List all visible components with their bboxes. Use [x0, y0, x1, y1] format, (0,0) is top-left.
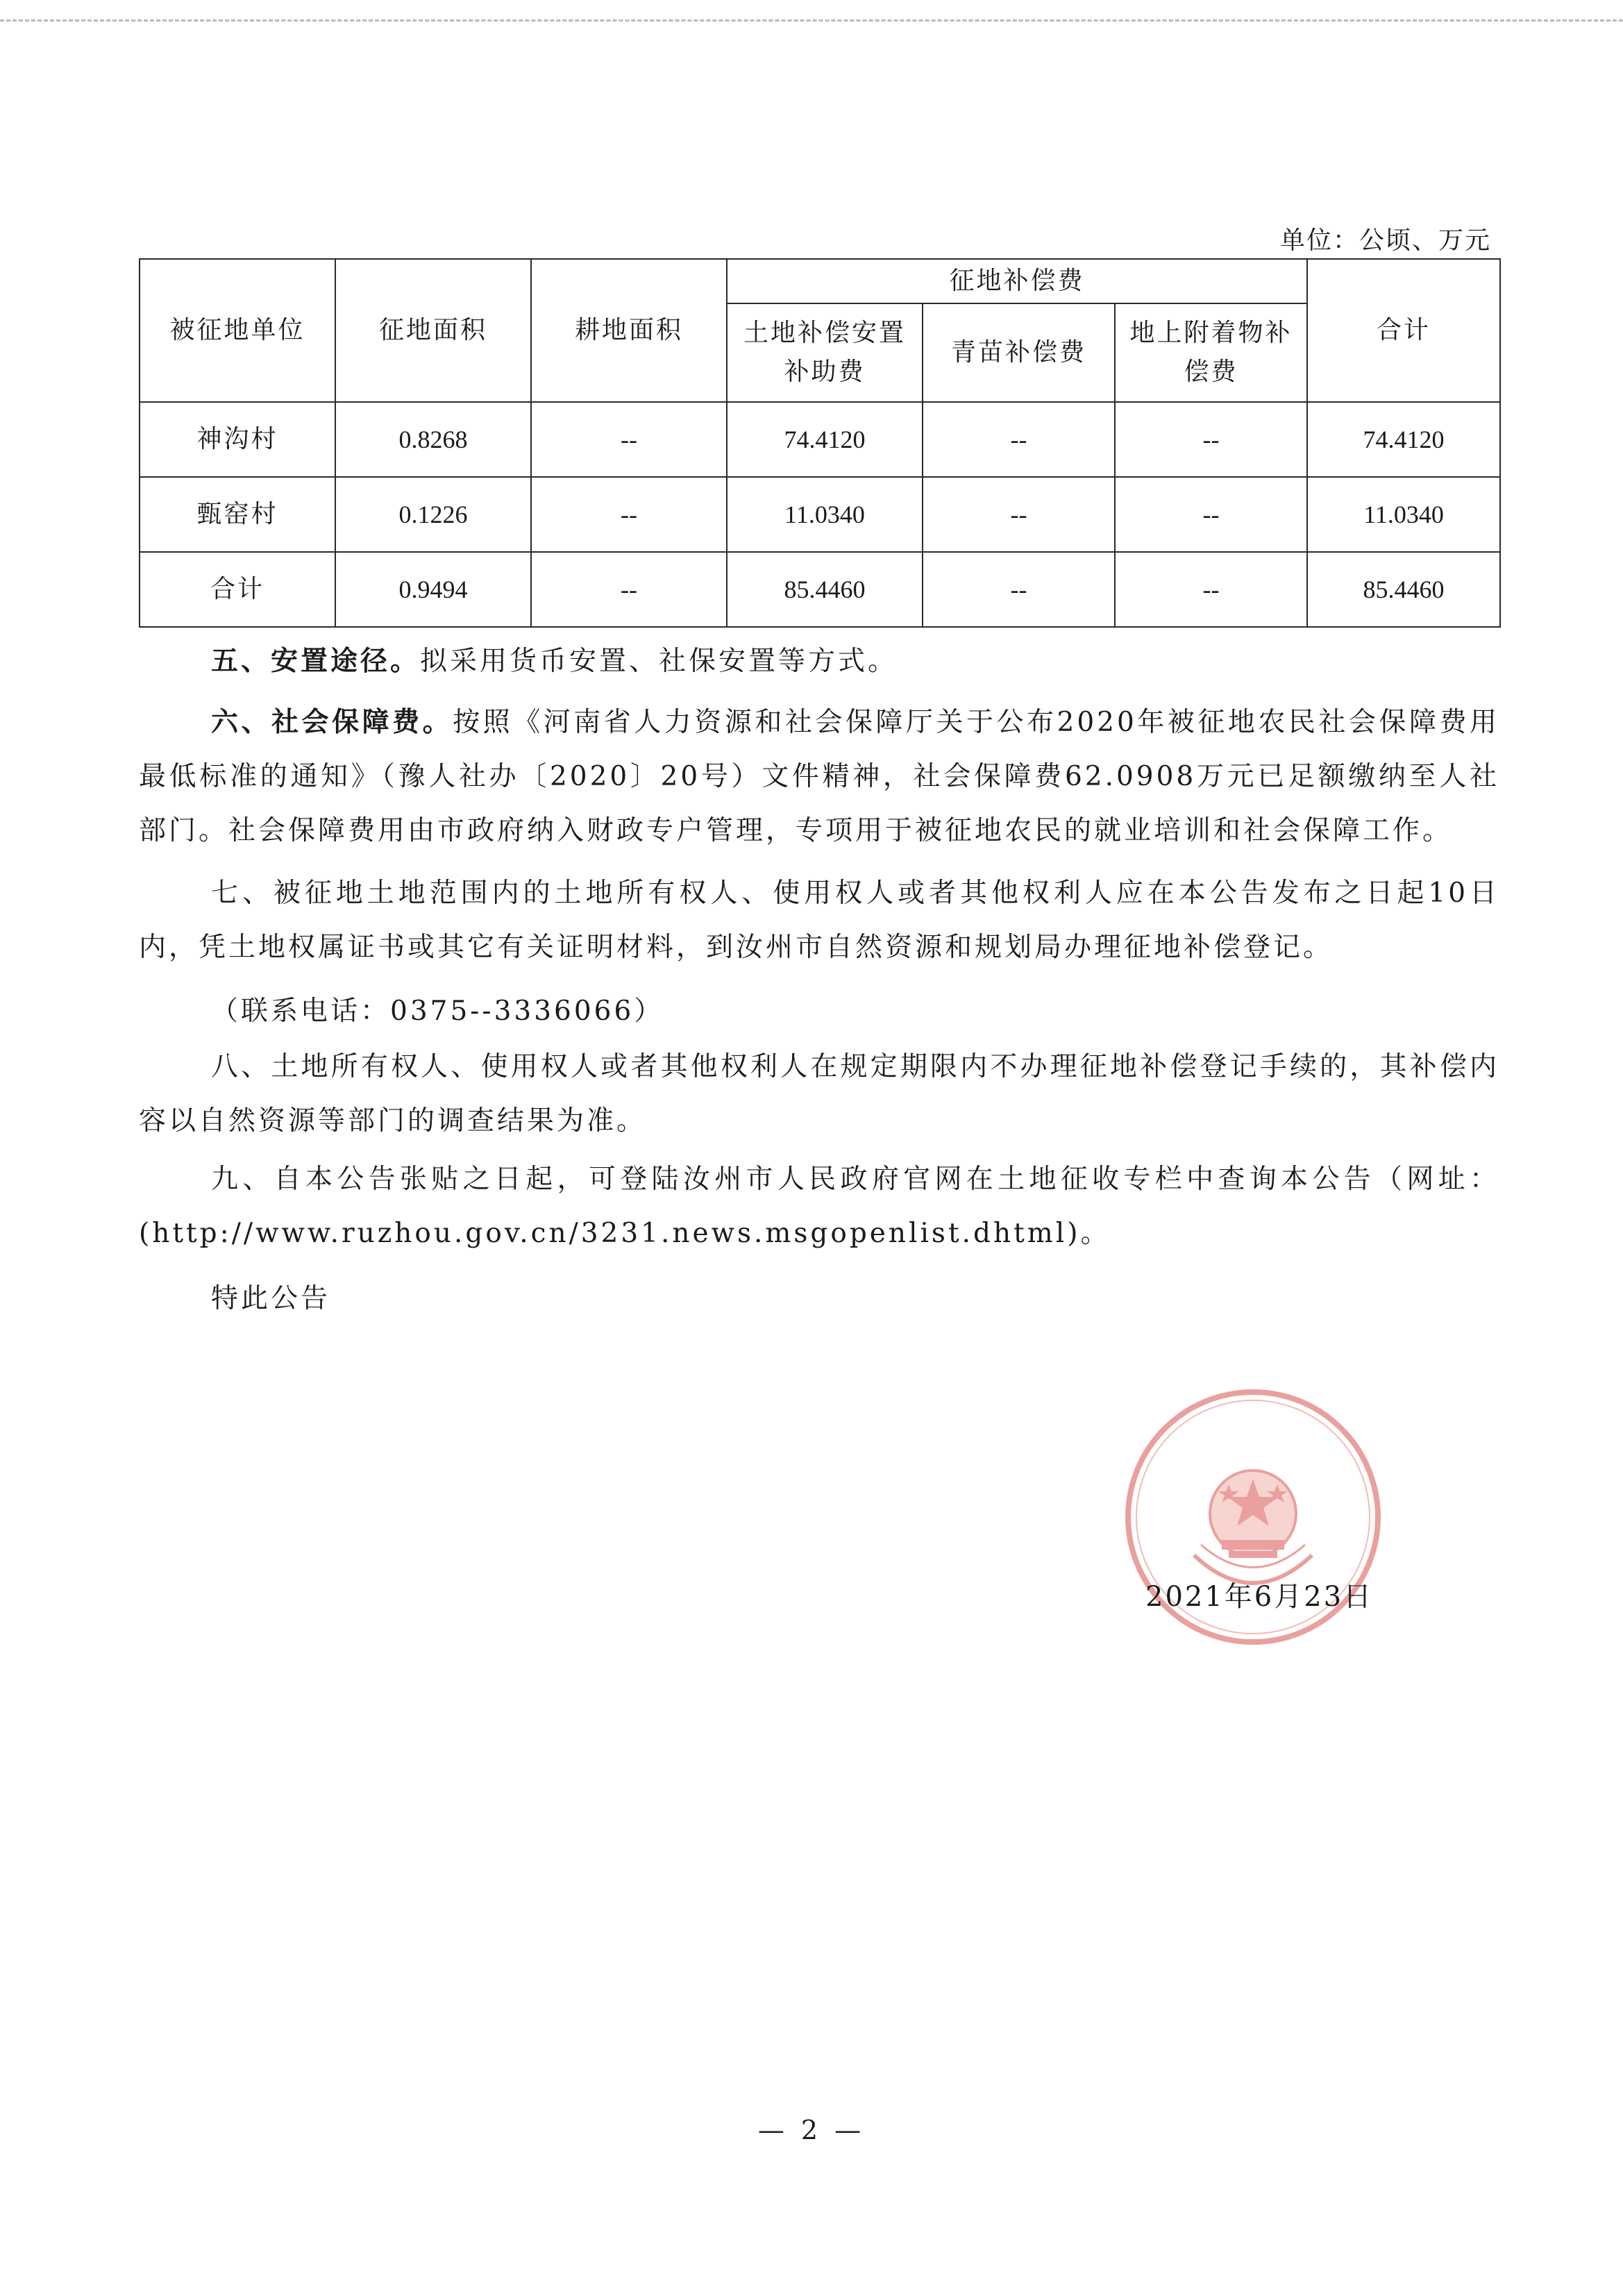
table-row [140, 402, 1500, 477]
issue-date: 2021年6月23日 [1145, 1581, 1374, 1613]
cell-total: 11.0340 [1307, 477, 1500, 552]
header-crops: 青苗补偿费 [923, 303, 1115, 402]
section-7: 七、被征地土地范围内的土地所有权人、使用权人或者其他权利人应在本公告发布之日起10日内，凭土地权属证书或其它有关证明材料，到汝州市自然资源和规划局办理征地补偿登记。 [139, 878, 1499, 963]
cell-total: 85.4460 [1307, 552, 1500, 627]
header-attachments: 地上附着物补偿费 [1115, 303, 1307, 402]
header-land-comp: 土地补偿安置补助费 [727, 303, 923, 402]
cell-unit: 合计 [140, 552, 335, 627]
cell-farmland: -- [531, 552, 727, 627]
table-header-row [140, 259, 1500, 303]
header-area: 征地面积 [335, 259, 531, 402]
cell-land-comp: 11.0340 [727, 477, 923, 552]
cell-area: 0.1226 [335, 477, 531, 552]
section-5 [139, 635, 1499, 689]
scan-edge-line [0, 19, 1623, 22]
closing-text: 特此公告 [211, 1283, 331, 1314]
cell-attachments: -- [1115, 477, 1307, 552]
cell-land-comp: 74.4120 [727, 402, 923, 477]
section-9: 九、自本公告张贴之日起，可登陆汝州市人民政府官网在土地征收专栏中查询本公告（网址：(http://www.ruzhou.gov.cn/3231.news.msgopenlist.dhtml)。 [139, 1164, 1499, 1249]
header-unit: 被征地单位 [140, 259, 335, 402]
cell-area: 0.8268 [335, 402, 531, 477]
section-5-body: 拟采用货币安置、社保安置等方式。 [420, 646, 898, 677]
cell-crops: -- [923, 402, 1115, 477]
table-row-total [140, 552, 1500, 627]
section-5-title: 五、安置途径。 [211, 646, 421, 677]
cell-farmland: -- [531, 477, 727, 552]
cell-total: 74.4120 [1307, 402, 1500, 477]
cell-crops: -- [923, 477, 1115, 552]
cell-farmland: -- [531, 402, 727, 477]
contact-phone: （联系电话：0375--3336066） [211, 996, 664, 1027]
cell-crops: -- [923, 552, 1115, 627]
page-number: — 2 — [757, 2115, 866, 2145]
cell-unit: 甄窑村 [140, 477, 335, 552]
section-6 [139, 696, 1499, 858]
cell-area: 0.9494 [335, 552, 531, 627]
cell-attachments: -- [1115, 552, 1307, 627]
cell-land-comp: 85.4460 [727, 552, 923, 627]
cell-attachments: -- [1115, 402, 1307, 477]
header-farmland: 耕地面积 [531, 259, 727, 402]
table-row [140, 477, 1500, 552]
header-compensation-group: 征地补偿费 [727, 259, 1307, 303]
unit-label: 单位：公顷、万元 [1279, 226, 1491, 255]
header-total: 合计 [1307, 259, 1500, 402]
section-6-body: 按照《河南省人力资源和社会保障厅关于公布2020年被征地农民社会保障费用最低标准的通知》（豫人社办〔2020〕20号）文件精神，社会保障费62.0908万元已足额缴纳至人社部门。社会保障费用由市政府纳入财政专户管理，专项用于被征地农民的就业培训和社会保障工作。 [139, 707, 1499, 846]
section-6-title: 六、社会保障费。 [211, 707, 453, 738]
compensation-table [139, 258, 1501, 628]
section-8: 八、土地所有权人、使用权人或者其他权利人在规定期限内不办理征地补偿登记手续的，其补偿内容以自然资源等部门的调查结果为准。 [139, 1051, 1499, 1137]
cell-unit: 神沟村 [140, 402, 335, 477]
